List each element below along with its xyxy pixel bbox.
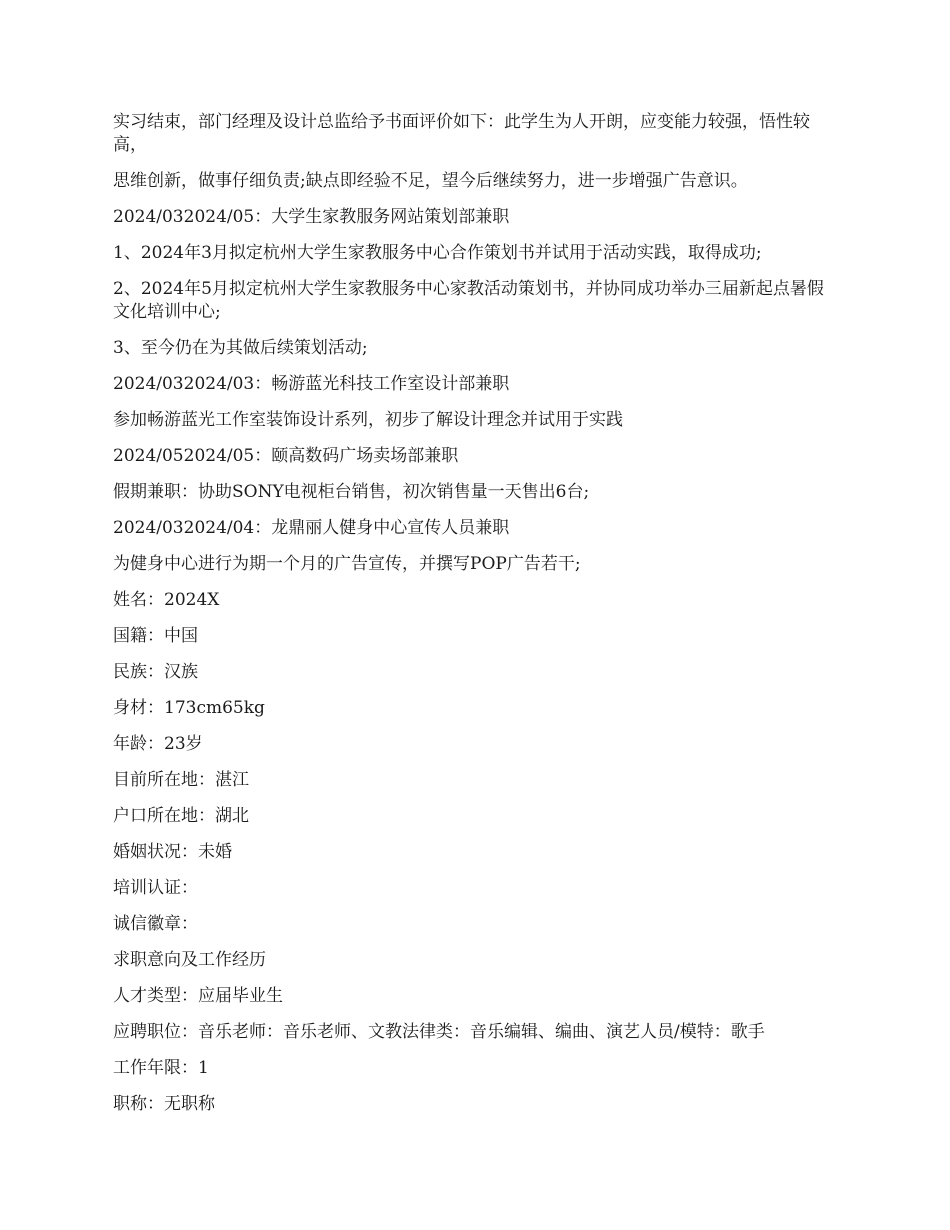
- document-page: [113, 111, 840, 1129]
- experience-item-1: 1、2024年3月拟定杭州大学生家教服务中心合作策划书并试用于活动实践，取得成功;: [113, 243, 762, 263]
- experience-heading-studio: 2024/032024/03：畅游蓝光科技工作室设计部兼职: [113, 374, 510, 394]
- experience-item-2: 2、2024年5月拟定杭州大学生家教服务中心家教活动策划书，并协同成功举办三届新起点暑假文化培训中心;: [113, 279, 824, 322]
- field-household-registration: 户口所在地：湖北: [113, 806, 249, 826]
- field-nationality: 国籍：中国: [113, 626, 198, 646]
- field-ethnicity: 民族：汉族: [113, 662, 198, 682]
- field-professional-title: 职称：无职称: [113, 1094, 215, 1114]
- field-applied-position: 应聘职位：音乐老师：音乐老师、文教法律类：音乐编辑、编曲、演艺人员/模特：歌手: [113, 1022, 765, 1042]
- field-current-location: 目前所在地：湛江: [113, 770, 249, 790]
- experience-heading-fitness: 2024/032024/04：龙鼎丽人健身中心宣传人员兼职: [113, 518, 510, 538]
- field-name: 姓名：2024X: [113, 590, 220, 610]
- experience-heading-tutoring: 2024/032024/05：大学生家教服务网站策划部兼职: [113, 207, 510, 227]
- experience-detail-studio: 参加畅游蓝光工作室装饰设计系列，初步了解设计理念并试用于实践: [113, 410, 623, 430]
- evaluation-paragraph-2: 思维创新，做事仔细负责;缺点即经验不足，望今后继续努力，进一步增强广告意识。: [113, 171, 748, 191]
- field-integrity-badge: 诚信徽章：: [113, 914, 198, 934]
- field-build: 身材：173cm65kg: [113, 698, 265, 718]
- field-training-certification: 培训认证：: [113, 878, 198, 898]
- experience-heading-digital-plaza: 2024/052024/05：颐高数码广场卖场部兼职: [113, 446, 459, 466]
- field-talent-type: 人才类型：应届毕业生: [113, 986, 283, 1006]
- section-heading-job-intent: 求职意向及工作经历: [113, 950, 266, 970]
- experience-detail-digital-plaza: 假期兼职：协助SONY电视柜台销售，初次销售量一天售出6台;: [113, 482, 590, 502]
- field-age: 年龄：23岁: [113, 734, 203, 754]
- evaluation-paragraph-1: 实习结束，部门经理及设计总监给予书面评价如下：此学生为人开朗，应变能力较强，悟性较高，: [113, 112, 810, 155]
- field-years-of-experience: 工作年限：1: [113, 1058, 209, 1078]
- experience-item-3: 3、至今仍在为其做后续策划活动;: [113, 338, 368, 358]
- field-marital-status: 婚姻状况：未婚: [113, 842, 232, 862]
- experience-detail-fitness: 为健身中心进行为期一个月的广告宣传，并撰写POP广告若干;: [113, 554, 581, 574]
